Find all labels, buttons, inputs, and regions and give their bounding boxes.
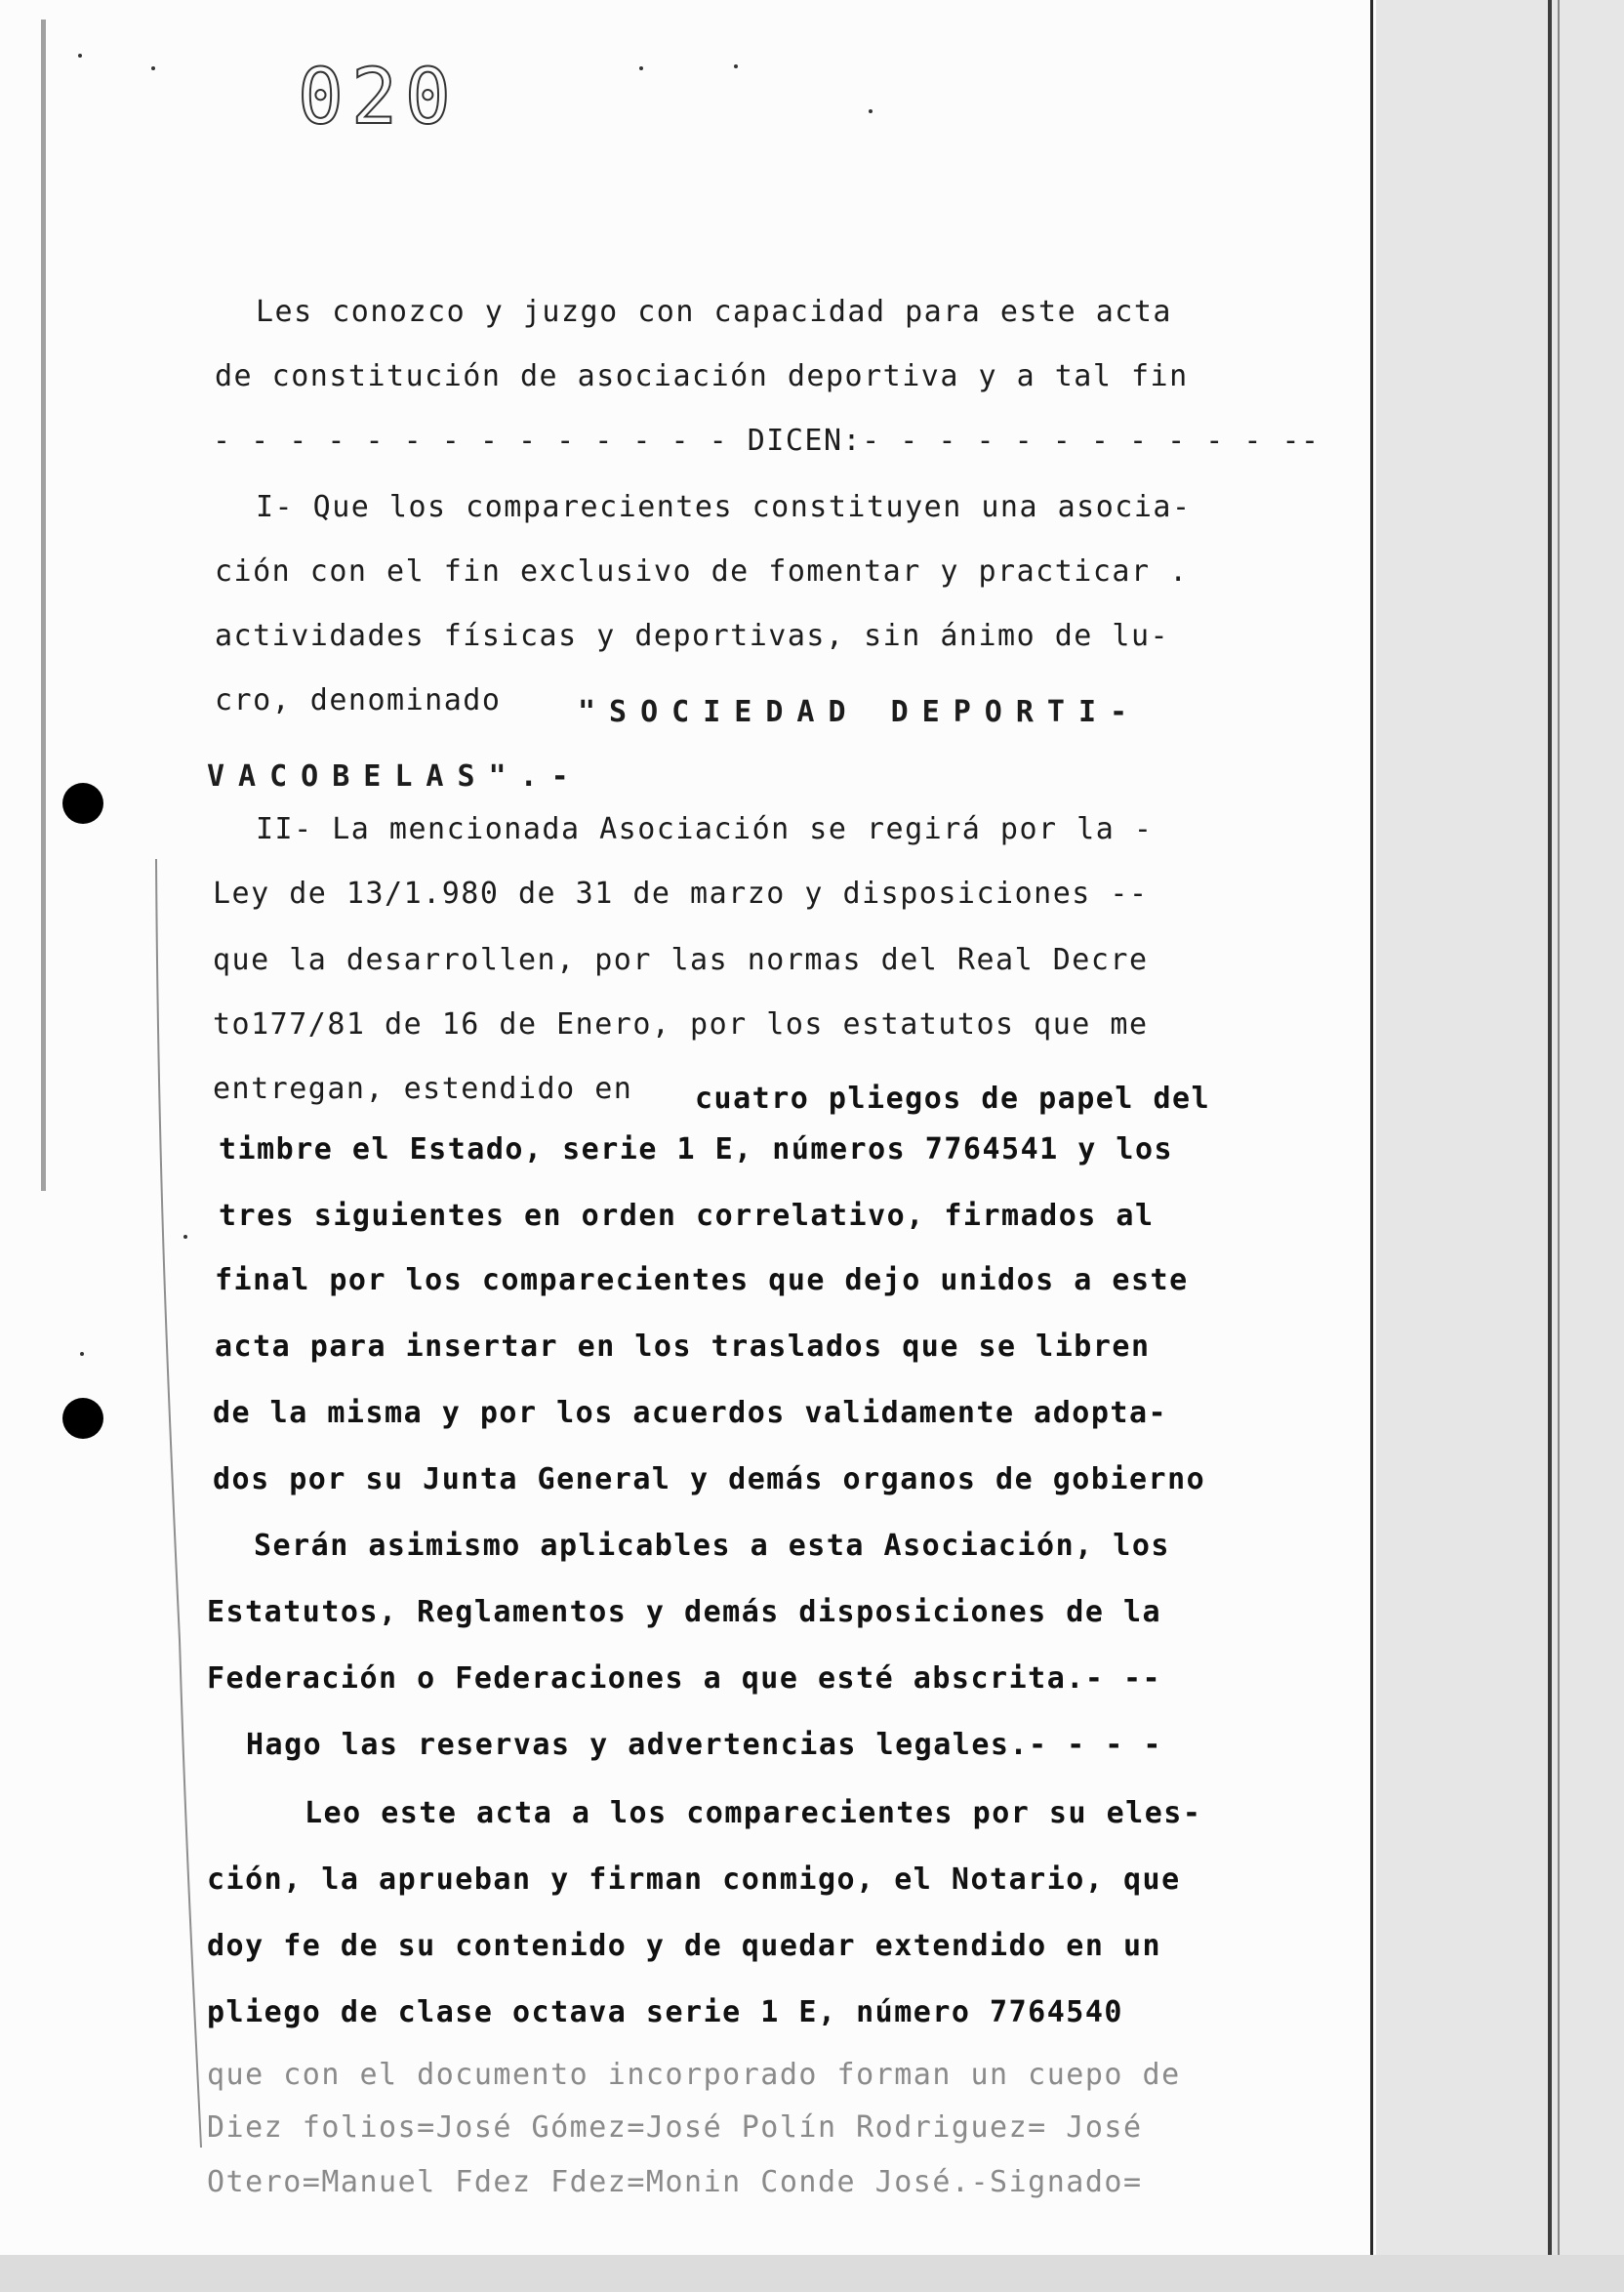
speck [78,54,82,58]
text-line: Les conozco y juzgo con capacidad para este acta [256,295,1172,329]
text-line: Leo este acta a los comparecientes por su eles- [304,1796,1202,1830]
text-line: que con el documento incorporado forman un cuepo de [207,2058,1181,2092]
text-line: acta para insertar en los traslados que se libren [215,1330,1151,1364]
text-line: Serán asimismo aplicables a esta Asociación, los [254,1529,1170,1563]
text-line: entregan, estendido en [213,1072,633,1106]
text-line: - - - - - - - - - - - - - - DICEN:- - - - - - - - - - - -- [213,424,1320,458]
punch-hole-top [62,783,103,824]
speck [869,109,873,113]
text-line: dos por su Junta General y demás organos de gobierno [213,1462,1206,1496]
speck [639,66,643,70]
perforated-page-number-stamp: 020 [298,54,459,142]
text-line: actividades físicas y deportivas, sin ánimo de lu- [215,619,1170,653]
text-line: cro, denominado [215,683,502,717]
text-line: Diez folios=José Gómez=José Polín Rodriguez= José [207,2110,1143,2145]
text-line: timbre el Estado, serie 1 E, números 7764541 y los [219,1132,1174,1166]
scanner-line [1558,0,1560,2292]
text-line: to177/81 de 16 de Enero, por los estatutos que me [213,1007,1149,1042]
text-line: Ley de 13/1.980 de 31 de marzo y disposiciones -- [213,877,1149,911]
association-name-part1: "SOCIEDAD DEPORTI- [578,695,1142,729]
text-line: Federación o Federaciones a que esté abscrita.- -- [207,1661,1162,1696]
text-line: ción con el fin exclusivo de fomentar y practicar . [215,554,1189,589]
speck [80,1352,84,1356]
text-line: Estatutos, Reglamentos y demás disposiciones de la [207,1595,1162,1629]
text-line: pliego de clase octava serie 1 E, número 7764540 [207,1995,1123,2029]
text-line: de la misma y por los acuerdos validamente adopta- [213,1396,1168,1430]
scanner-line [1548,0,1552,2292]
text-line: que la desarrollen, por las normas del Real Decre [213,943,1149,977]
punch-hole-bottom [62,1398,103,1439]
speck [151,66,155,70]
text-line: Otero=Manuel Fdez Fdez=Monin Conde José.-Signado= [207,2165,1143,2199]
text-line: cuatro pliegos de papel del [695,1082,1211,1116]
speck [734,64,738,68]
association-name-part2: VACOBELAS".- [207,759,583,794]
page-edge-line [1370,0,1373,2292]
scanner-margin-bottom [0,2255,1624,2292]
text-line: ción, la aprueban y firman conmigo, el Notario, que [207,1862,1181,1897]
text-line: doy fe de su contenido y de quedar extendido en un [207,1929,1162,1963]
text-line: final por los comparecientes que dejo unidos a este [215,1263,1189,1297]
text-line: II- La mencionada Asociación se regirá por la - [256,812,1154,846]
text-line: de constitución de asociación deportiva y a tal fin [215,359,1189,393]
page-edge-left [41,20,46,1191]
margin-fold-line [146,859,205,2148]
text-line: Hago las reservas y advertencias legales.- - - - [246,1728,1162,1762]
text-line: I- Que los comparecientes constituyen una asocia- [256,490,1192,524]
text-line: tres siguientes en orden correlativo, firmados al [219,1199,1155,1233]
scanner-margin-right [1376,0,1624,2292]
